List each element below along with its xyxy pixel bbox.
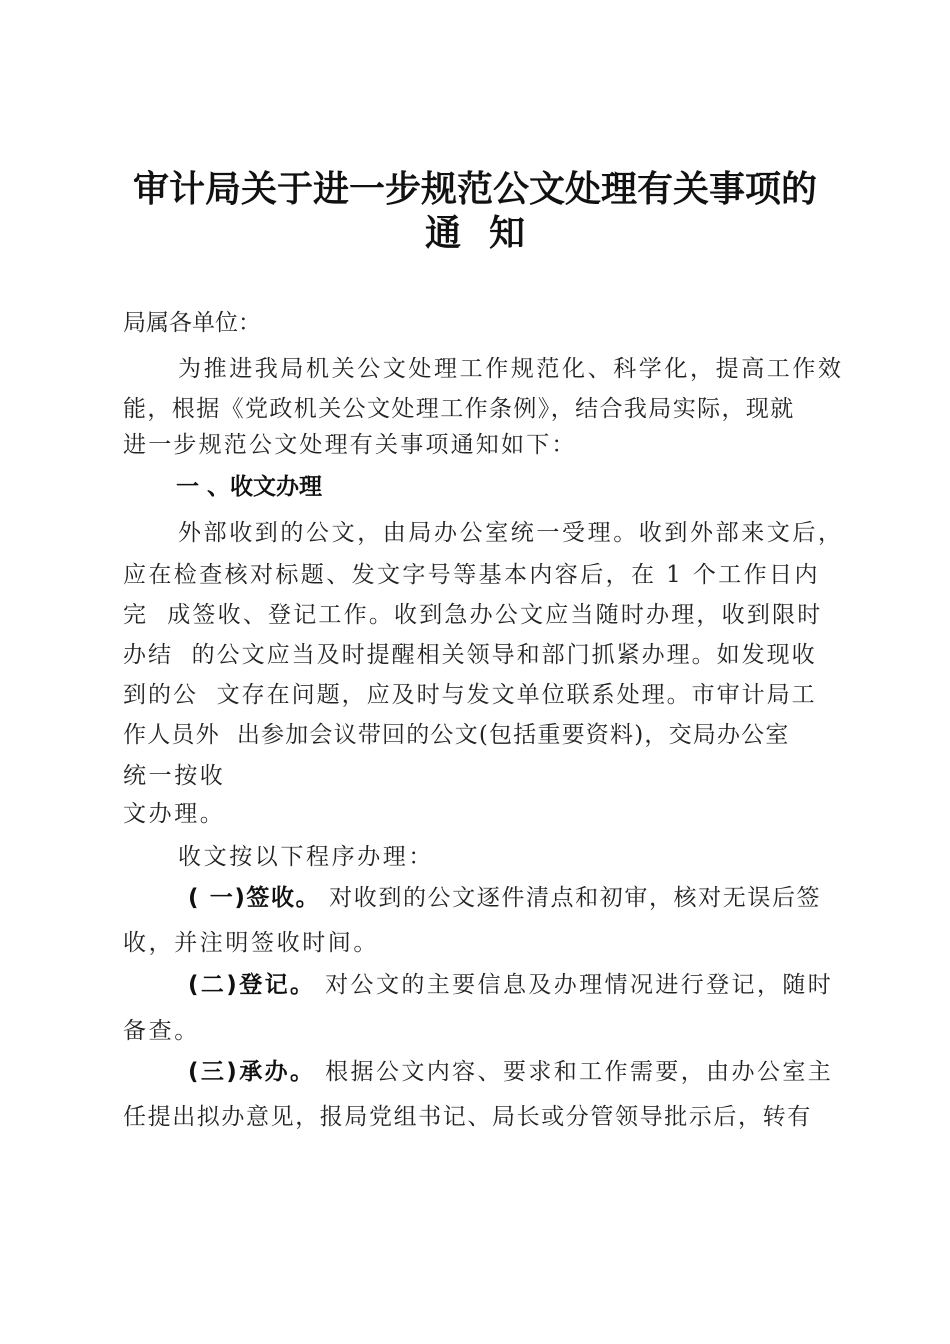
- intro-line: 为推进我局机关公文处理工作规范化、科学化，提高工作效: [178, 356, 844, 382]
- procedure-item-3: [188, 1057, 833, 1087]
- item-label: (二)登记。: [188, 972, 316, 998]
- document-title-line1: 审计局关于进一步规范公文处理有关事项的: [132, 169, 817, 210]
- item-label: ( 一)签收。: [188, 885, 321, 911]
- section-heading-1: 一 、收文办理: [176, 474, 323, 500]
- section1-line: 作人员外 出参加会议带回的公文(包括重要资料)，交局办公室: [123, 722, 790, 748]
- section1-line: 统一按收: [123, 763, 226, 789]
- section1-line: 完 成签收、登记工作。收到急办公文应当随时办理，收到限时: [123, 602, 823, 628]
- section1-line: 外部收到的公文，由局办公室统一受理。收到外部来文后，: [178, 520, 844, 546]
- item-text: 对公文的主要信息及办理情况进行登记，随时: [315, 972, 834, 998]
- procedure-intro: 收文按以下程序办理：: [178, 844, 434, 870]
- procedure-item-3-cont: 任提出拟办意见，报局党组书记、局长或分管领导批示后，转有: [123, 1104, 812, 1130]
- section1-line: 应在检查核对标题、发文字号等基本内容后，在 1 个工作日内: [123, 562, 820, 588]
- procedure-item-1-cont: 收，并注明签收时间。: [123, 930, 379, 956]
- item-text: 根据公文内容、要求和工作需要，由办公室主: [315, 1059, 834, 1085]
- section1-line: 到的公 文存在问题，应及时与发文单位联系处理。市审计局工: [123, 682, 817, 708]
- section1-line: 文办理。: [123, 801, 226, 827]
- document-title-line2: 通知: [424, 213, 553, 254]
- section1-line: 办结 的公文应当及时提醒相关领导和部门抓紧办理。如发现收: [123, 642, 817, 668]
- intro-line: 进一步规范公文处理有关事项通知如下：: [123, 432, 577, 458]
- procedure-item-2: [188, 970, 833, 1000]
- item-text: 对收到的公文逐件清点和初审，核对无误后签: [320, 885, 822, 911]
- salutation: 局属各单位：: [123, 310, 261, 336]
- item-label: (三)承办。: [188, 1059, 316, 1085]
- procedure-item-2-cont: 备查。: [123, 1018, 200, 1044]
- intro-line: 能，根据《党政机关公文处理工作条例》，结合我局实际，现就: [123, 396, 795, 422]
- procedure-item-1: [188, 883, 821, 913]
